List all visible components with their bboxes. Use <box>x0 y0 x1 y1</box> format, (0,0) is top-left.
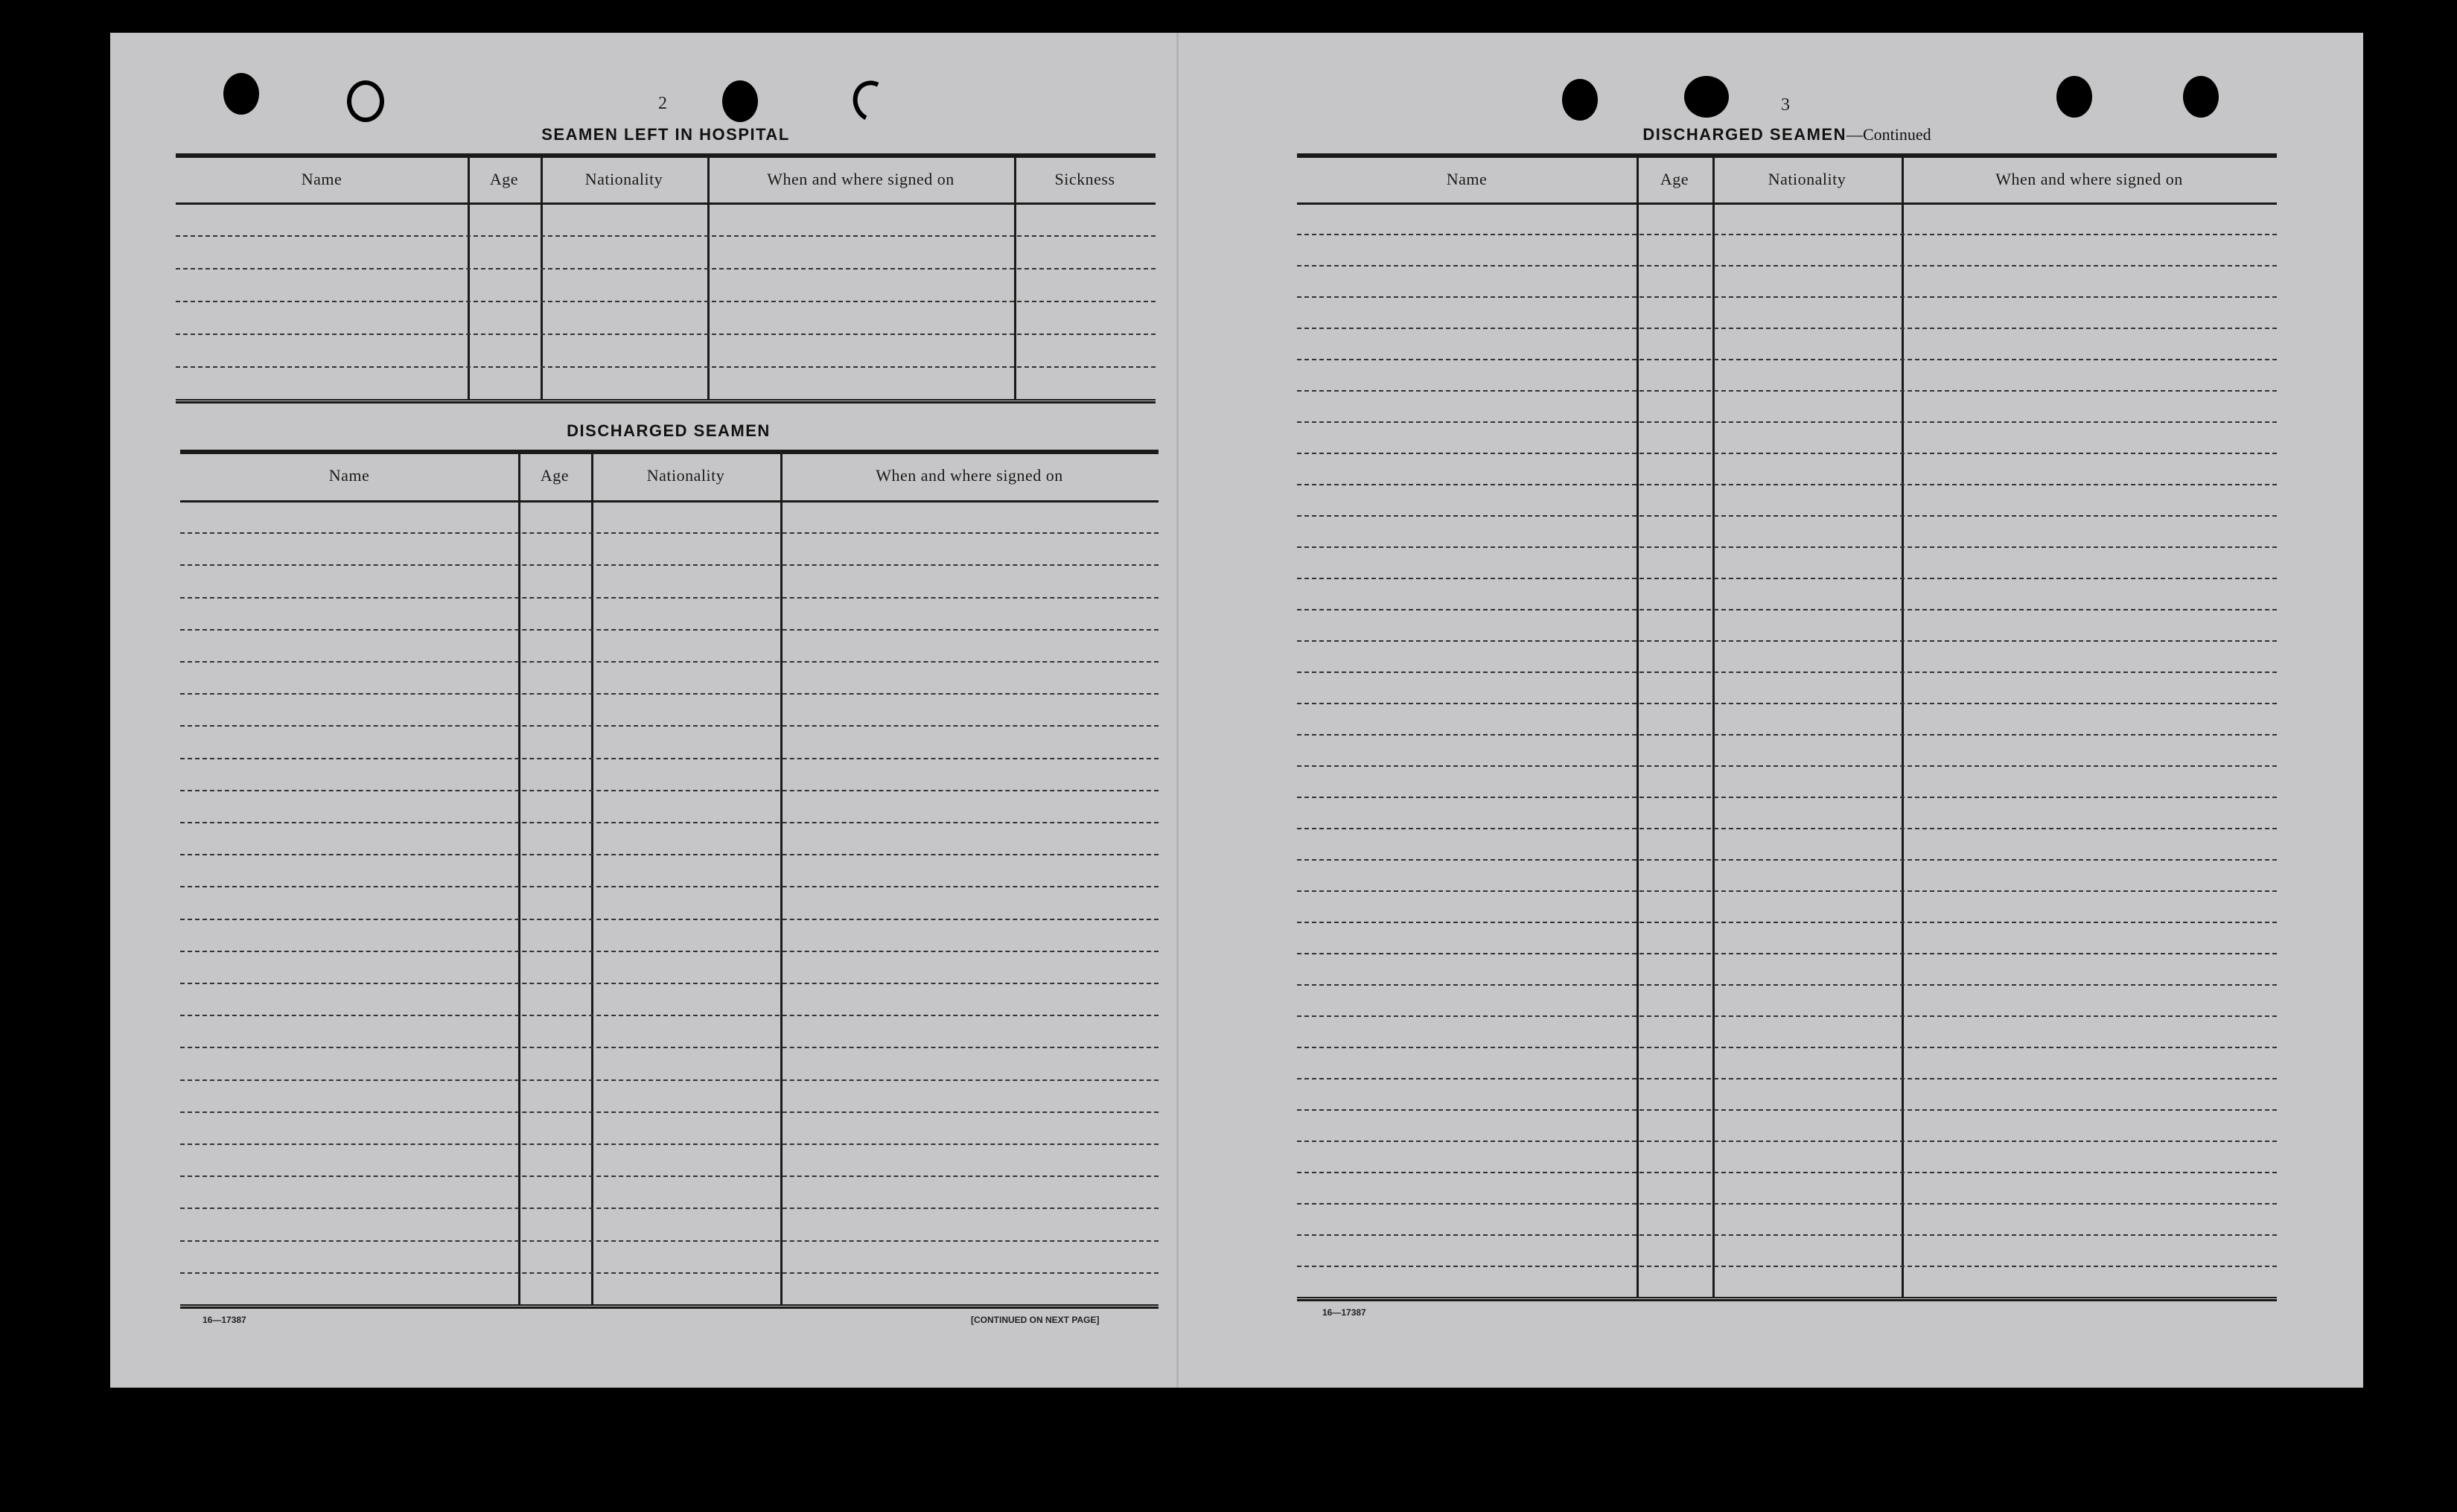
table-row[interactable] <box>1297 734 2277 736</box>
table-row[interactable] <box>180 629 1159 631</box>
column-header: Nationality <box>1768 170 1846 188</box>
column-header: Nationality <box>584 170 663 188</box>
column-header: Age <box>1660 170 1689 188</box>
discharged-continued-table <box>1297 153 2277 1303</box>
table-row[interactable] <box>1297 922 2277 923</box>
table-row[interactable] <box>180 1208 1159 1209</box>
table-row[interactable] <box>180 951 1159 952</box>
table-row[interactable] <box>1297 640 2277 642</box>
table-row[interactable] <box>176 301 1156 302</box>
table-row[interactable] <box>1297 609 2277 610</box>
table-row[interactable] <box>1297 546 2277 548</box>
table-row[interactable] <box>1297 828 2277 829</box>
table-row[interactable] <box>180 822 1159 823</box>
column-header: Age <box>540 466 570 485</box>
table-row[interactable] <box>180 725 1159 727</box>
table-row[interactable] <box>180 790 1159 791</box>
table-row[interactable] <box>180 661 1159 663</box>
table-bottom-rule <box>176 399 1156 403</box>
table-row[interactable] <box>1297 515 2277 517</box>
column-divider <box>707 158 710 399</box>
table-row[interactable] <box>1297 797 2277 798</box>
table-row[interactable] <box>180 1240 1159 1242</box>
table-row[interactable] <box>176 235 1156 237</box>
table-top-rule <box>180 450 1159 454</box>
punch-hole <box>1562 79 1598 121</box>
table-row[interactable] <box>176 334 1156 335</box>
punch-hole <box>2056 76 2092 118</box>
table-row[interactable] <box>1297 984 2277 986</box>
table-row[interactable] <box>180 1015 1159 1016</box>
header-rule <box>1297 202 2277 205</box>
table-row[interactable] <box>180 693 1159 695</box>
discharged-table <box>180 450 1159 1310</box>
header-rule <box>180 500 1159 503</box>
table-row[interactable] <box>180 758 1159 759</box>
form-code-right: 16—17387 <box>1322 1307 1366 1318</box>
table-row[interactable] <box>180 1111 1159 1113</box>
table-row[interactable] <box>180 564 1159 566</box>
table-row[interactable] <box>1297 953 2277 954</box>
punch-hole <box>1684 76 1729 118</box>
table-row[interactable] <box>1297 421 2277 423</box>
punch-hole <box>722 80 758 122</box>
column-header: When and where signed on <box>1995 170 2183 188</box>
discharged-continued-title <box>1297 125 2277 144</box>
table-row[interactable] <box>1297 1047 2277 1048</box>
table-row[interactable] <box>1297 234 2277 235</box>
table-row[interactable] <box>1297 1203 2277 1205</box>
table-bottom-rule <box>1297 1297 2277 1301</box>
table-row[interactable] <box>1297 1266 2277 1267</box>
column-header: When and where signed on <box>876 466 1063 485</box>
continued-suffix: —Continued <box>1846 125 1931 144</box>
table-row[interactable] <box>1297 296 2277 298</box>
table-row[interactable] <box>1297 1172 2277 1173</box>
column-header: Name <box>328 466 370 485</box>
table-row[interactable] <box>1297 703 2277 704</box>
table-row[interactable] <box>1297 1078 2277 1079</box>
column-header: Name <box>301 170 342 188</box>
punch-hole <box>223 73 259 115</box>
column-divider <box>468 158 470 399</box>
table-row[interactable] <box>176 268 1156 269</box>
hospital-section-title: SEAMEN LEFT IN HOSPITAL <box>541 125 790 144</box>
column-header: Name <box>1446 170 1488 188</box>
table-row[interactable] <box>1297 1234 2277 1236</box>
punch-hole <box>2183 76 2219 118</box>
table-row[interactable] <box>1297 359 2277 360</box>
table-row[interactable] <box>180 1143 1159 1145</box>
table-row[interactable] <box>176 366 1156 368</box>
table-row[interactable] <box>180 1079 1159 1081</box>
table-row[interactable] <box>1297 672 2277 673</box>
column-header: Age <box>489 170 519 188</box>
column-divider <box>1014 158 1016 399</box>
table-row[interactable] <box>1297 890 2277 892</box>
table-row[interactable] <box>1297 765 2277 767</box>
column-header: Sickness <box>1054 170 1115 188</box>
table-row[interactable] <box>1297 484 2277 485</box>
table-row[interactable] <box>180 983 1159 984</box>
table-row[interactable] <box>180 1047 1159 1048</box>
table-row[interactable] <box>1297 859 2277 861</box>
table-top-rule <box>1297 153 2277 158</box>
table-bottom-rule <box>180 1304 1159 1309</box>
page-number-left: 2 <box>658 94 667 113</box>
column-header: Nationality <box>646 466 725 485</box>
table-row[interactable] <box>1297 1109 2277 1111</box>
table-row[interactable] <box>180 1272 1159 1274</box>
column-header: When and where signed on <box>767 170 955 188</box>
table-row[interactable] <box>180 854 1159 855</box>
form-code-left: 16—17387 <box>203 1315 246 1325</box>
discharged-continued-title-main: DISCHARGED SEAMEN <box>1642 125 1846 144</box>
table-row[interactable] <box>1297 265 2277 267</box>
table-row[interactable] <box>1297 328 2277 329</box>
table-row[interactable] <box>180 597 1159 599</box>
continued-note: [CONTINUED ON NEXT PAGE] <box>971 1315 1100 1325</box>
table-top-rule <box>176 153 1156 158</box>
page-number-right: 3 <box>1781 95 1790 115</box>
table-row[interactable] <box>180 919 1159 920</box>
punch-hole-ring <box>347 80 384 122</box>
discharged-section-title: DISCHARGED SEAMEN <box>567 421 771 440</box>
table-row[interactable] <box>1297 578 2277 579</box>
table-row[interactable] <box>180 532 1159 534</box>
table-row[interactable] <box>1297 1141 2277 1142</box>
center-fold <box>1176 33 1179 1388</box>
column-divider <box>541 158 543 399</box>
table-row[interactable] <box>180 1176 1159 1177</box>
table-row[interactable] <box>1297 1015 2277 1017</box>
table-row[interactable] <box>180 886 1159 887</box>
table-row[interactable] <box>1297 390 2277 392</box>
header-rule <box>176 202 1156 205</box>
table-row[interactable] <box>1297 453 2277 454</box>
hospital-table <box>176 153 1156 402</box>
